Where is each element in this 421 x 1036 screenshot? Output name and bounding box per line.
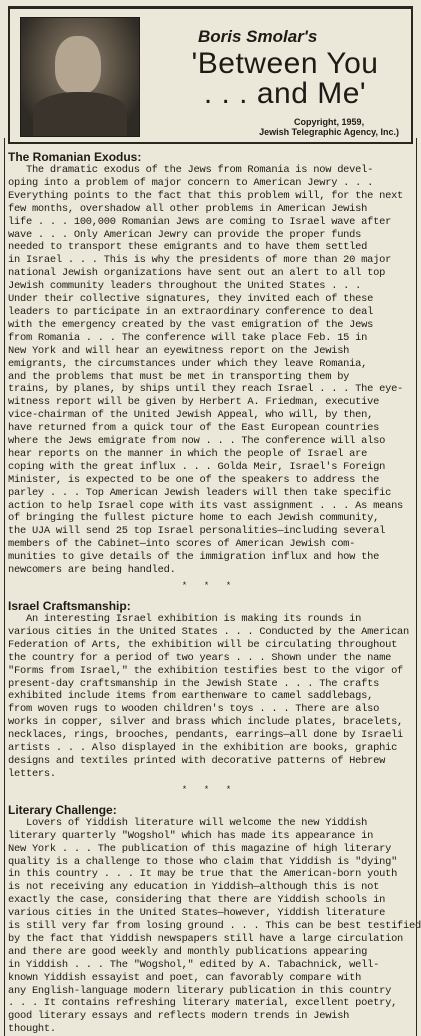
paragraph-line: New York . . . The publication of this magazine of high literary	[8, 842, 392, 855]
paragraph-line: "Forms from Israel," the exhibition testifies best to the vigor of	[8, 664, 404, 677]
paragraph-line: good literary essays and reflects modern trends in Jewish	[8, 1010, 350, 1023]
paragraph-line: wave . . . Only American Jewry can provide the proper funds	[8, 228, 362, 241]
paragraph-line: leaders to participate in an extraordinary conference to deal	[8, 305, 374, 318]
paragraph-line: necklaces, rings, brooches, pendants, earrings—all done by Israeli	[8, 729, 404, 742]
paragraph-line: few months, overshadow all other problems in American Jewish	[8, 202, 368, 215]
author-shoulders	[33, 92, 127, 136]
paragraph-line: members of the Cabinet—into scores of American Jewish com-	[8, 538, 356, 551]
paragraph-line: is still very far from losing ground . . . This can be best testified	[8, 920, 421, 933]
section-heading: Israel Craftsmanship:	[8, 599, 131, 613]
section-heading: The Romanian Exodus:	[8, 150, 142, 164]
paragraph-line: exhibited include items from earthenware to camel saddlebags,	[8, 690, 374, 703]
section-paragraph	[8, 164, 413, 577]
section-paragraph	[8, 613, 413, 781]
author-face	[55, 36, 101, 94]
paragraph-line: quality is a challenge to those who claim that Yiddish is "dying"	[8, 855, 398, 868]
paragraph-line: national Jewish organizations have sent out an alert to all top	[8, 267, 386, 280]
paragraph-line: . . . It contains refreshing literary material, excellent poetry,	[8, 997, 398, 1010]
paragraph-line: witness report will be given by Herbert A. Friedman, executive	[8, 396, 380, 409]
paragraph-line: oping into a problem of major concern to American Jewry . . .	[8, 176, 374, 189]
paragraph-line: The dramatic exodus of the Jews from Romania is now devel-	[8, 164, 374, 176]
paragraph-line: have returned from a quick tour of the East European countries	[8, 422, 380, 435]
article-section	[8, 150, 413, 591]
paragraph-line: in Yiddish . . . The "Wogshol," edited by A. Tabachnick, well-	[8, 958, 380, 971]
paragraph-line: trains, by planes, by ships until they reach Israel . . . The eye-	[8, 383, 404, 396]
column-header	[8, 6, 413, 144]
paragraph-line: the UJA will send 25 top Israel personalities—including several	[8, 525, 386, 538]
section-heading: Literary Challenge:	[8, 802, 117, 817]
paragraph-line: in this country . . . It may be true that the American-born youth	[8, 868, 398, 881]
paragraph-line: life . . . 100,000 Romanian Jews are coming to Israel wave after	[8, 215, 392, 228]
paragraph-line: literary quarterly "Wogshol" which has made its appearance in	[8, 829, 374, 842]
author-photo	[20, 17, 140, 137]
paragraph-line: with the emergency created by the vast emigration of the Jews	[8, 318, 374, 331]
section-separator: * * *	[182, 580, 239, 590]
paragraph-line: from woven rugs to wooden children's toys . . . There are also	[8, 703, 380, 716]
paragraph-line: Federation of Arts, the exhibition will be circulating throughout	[8, 638, 398, 651]
paragraph-line: coping with the great influx . . . Golda Meir, Israel's Foreign	[8, 460, 386, 473]
paragraph-line: parley . . . Top American Jewish leaders will then take specific	[8, 486, 392, 499]
paragraph-line: where the Jews emigrate from now . . . The conference will also	[8, 435, 386, 448]
column-title	[170, 49, 400, 109]
paragraph-line: Jewish community leaders throughout the United States . . .	[8, 280, 362, 293]
article-section	[8, 802, 421, 1036]
paragraph-line: works in copper, silver and brass which include plates, bracelets,	[8, 716, 404, 729]
paragraph-line: New York and will hear an eyewitness report on the Jewish	[8, 344, 350, 357]
paragraph-line: needed to transport these emigrants and to have them settled	[8, 241, 368, 254]
section-paragraph	[8, 816, 421, 1036]
paragraph-line: emigrants, the circumstances under which they leave Romania,	[8, 357, 368, 370]
column-title-line-1: 'Between You	[191, 47, 379, 80]
paragraph-line: An interesting Israel exhibition is making its rounds in	[8, 613, 362, 625]
paragraph-line: vice-chairman of the United Jewish Appeal, who will, by then,	[8, 409, 374, 422]
author-byline: Boris Smolar's	[198, 27, 318, 46]
paragraph-line: action to help Israel cope with its vast assignment . . . As means	[8, 499, 404, 512]
paragraph-line: letters.	[8, 767, 56, 780]
left-column-rule	[4, 138, 5, 1036]
right-column-rule	[416, 138, 417, 1036]
paragraph-line: present-day craftsmanship in the Jewish State . . . The crafts	[8, 677, 380, 690]
section-separator: * * *	[182, 783, 239, 794]
paragraph-line: various cities in the United States—however, Yiddish literature	[8, 907, 386, 920]
paragraph-line: the country for a period of two years . . . Shown under the name	[8, 651, 392, 664]
paragraph-line: hear reports on the manner in which the people of Israel are	[8, 447, 368, 460]
paragraph-line: Everything points to the fact that this problem will, for the next	[8, 189, 404, 202]
paragraph-line: Under their collective signatures, they invited each of these	[8, 293, 374, 306]
paragraph-line: in Israel . . . This is why the presidents of more than 20 major	[8, 254, 392, 267]
paragraph-line: and the problems that must be met in transporting them by	[8, 370, 350, 383]
paragraph-line: thought.	[8, 1023, 56, 1036]
paragraph-line: exactly the case, considering that there are Yiddish schools in	[8, 894, 386, 907]
paragraph-line: newcomers are being handled.	[8, 564, 176, 577]
paragraph-line: Lovers of Yiddish literature will welcome the new Yiddish	[8, 816, 368, 829]
paragraph-line: from Romania . . . The conference will take place Feb. 15 in	[8, 331, 368, 344]
paragraph-line: any English-language modern literary publication in this country	[8, 984, 392, 997]
paragraph-line: munities to give details of the immigration influx and how the	[8, 551, 380, 564]
paragraph-line: is not receiving any education in Yiddish—although this is not	[8, 881, 380, 894]
copyright-line-2: Jewish Telegraphic Agency, Inc.)	[259, 127, 399, 137]
article-section	[8, 599, 413, 795]
paragraph-line: artists . . . Also displayed in the exhibition are books, graphic	[8, 742, 398, 755]
paragraph-line: Minister, is expected to be one of the speakers to address the	[8, 473, 380, 486]
paragraph-line: known Yiddish essayist and poet, can favorably compare with	[8, 971, 362, 984]
paragraph-line: of bringing the fullest picture home to each Jewish community,	[8, 512, 380, 525]
paragraph-line: by the fact that Yiddish newspapers still have a large circulation	[8, 932, 404, 945]
copyright-line-1: Copyright, 1959,	[294, 117, 365, 127]
paragraph-line: various cities in the United States . . . Conducted by the American	[8, 625, 410, 638]
article-body	[8, 150, 421, 1036]
copyright-notice	[259, 117, 399, 137]
paragraph-line: designs and textiles printed with decorative patterns of Hebrew	[8, 754, 386, 767]
paragraph-line: and there are good weekly and monthly publications appearing	[8, 945, 368, 958]
column-title-line-2: . . . and Me'	[203, 77, 367, 110]
